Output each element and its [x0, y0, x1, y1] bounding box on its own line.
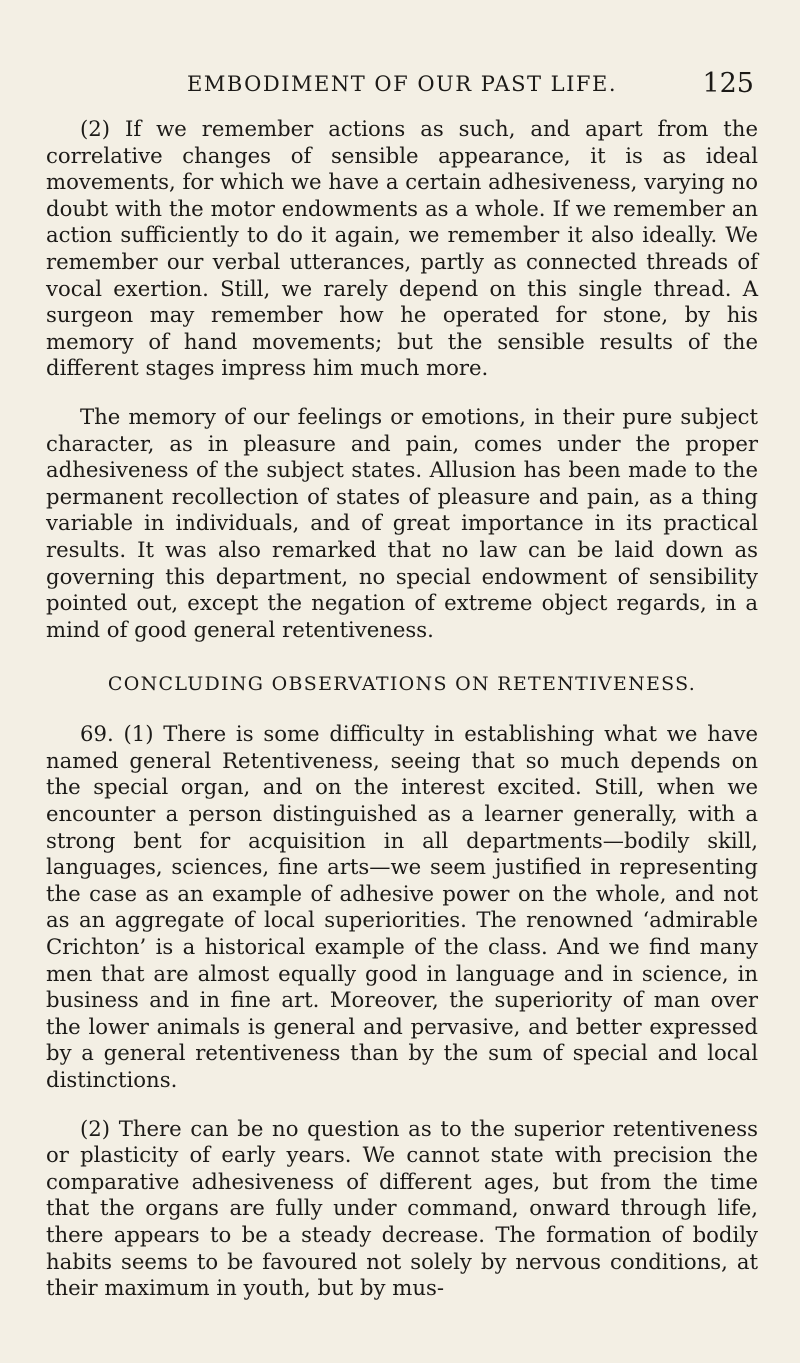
paragraph-ideal-movements: (2) If we remember actions as such, and apart from the correlative changes of sensible appearance, it is as ideal movements, for which we have a certain adhesiveness, varying no doubt with the motor endowments as a whole. If we remember an action sufficiently to do it again, we remember it also ideally. We remember our verbal utterances, partly as connected threads of vocal exertion. Still, we rarely depend on this single thread. A surgeon may remember how he operated for stone, by his memory of hand movements; but the sensible results of the different stages impress him much more.: [46, 116, 758, 381]
paragraph-general-retentiveness: 69. (1) There is some difficulty in establishing what we have named general Retentiveness, seeing that so much depends on the special organ, and on the interest excited. Still, when we encounter a person distinguished as a learner generally, with a strong bent for acquisition in all departments—bodily skill, languages, sciences, fine arts—we seem justified in representing the case as an example of adhesive power on the whole, and not as an aggregate of local superiorities. The renowned ‘admirable Crichton’ is a historical example of the class. And we find many men that are almost equally good in language and in science, in business and in fine art. Moreover, the superiority of man over the lower animals is general and pervasive, and better expressed by a general retentiveness than by the sum of special and local distinctions.: [46, 721, 758, 1092]
paragraph-memory-of-feelings: The memory of our feelings or emotions, in their pure subject character, as in pleasure and pain, comes under the proper adhesiveness of the subject states. Allusion has been made to the permanent recollection of states of pleasure and pain, as a thing variable in individuals, and of great importance in its practical results. It was also remarked that no law can be laid down as governing this department, no special endowment of sensibility pointed out, except the negation of extreme object regards, in a mind of good general retentiveness.: [46, 403, 758, 642]
running-title: EMBODIMENT OF OUR PAST LIFE.: [186, 72, 617, 96]
page-number: 125: [702, 68, 754, 99]
section-heading: CONCLUDING OBSERVATIONS ON RETENTIVENESS.: [107, 673, 697, 696]
running-head: [46, 58, 758, 108]
book-page: [46, 0, 758, 1363]
body-text: [46, 116, 758, 1302]
paragraph-early-years: (2) There can be no question as to the superior retentiveness or plasticity of early years. We cannot state with precision the comparative adhesiveness of different ages, but from the time that the organs are fully under command, onward through life, there appears to be a steady decrease. The formation of bodily habits seems to be favoured not solely by nervous conditions, at their maximum in youth, but by mus-: [46, 1115, 758, 1301]
